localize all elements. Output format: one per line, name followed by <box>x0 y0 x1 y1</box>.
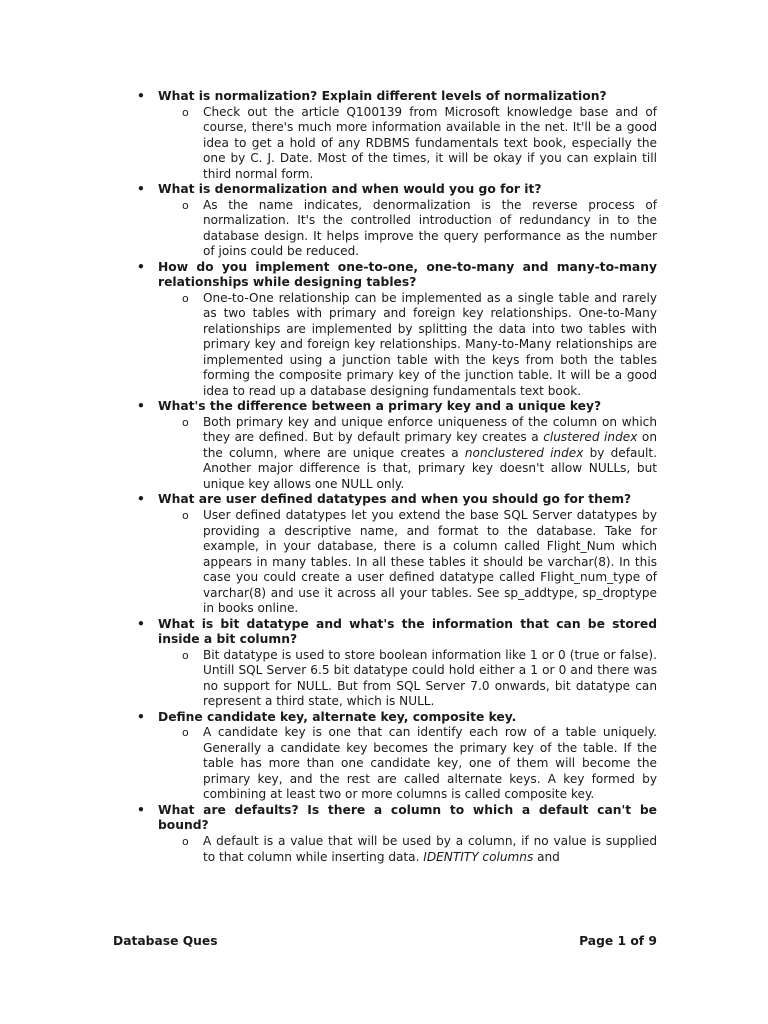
answer-emphasis: clustered index <box>543 430 638 445</box>
footer-title: Database Ques <box>113 934 218 948</box>
answer-text: One-to-One relationship can be implemented as a single table and rarely as two tables with primary and foreign key relationships. One-to-Many relationships are implemented by splitting the data into two tables with primary key and foreign key relationships. Many-to-Many relationships are implemented using a junction table with the keys from both the tables forming the composite primary key of the junction table. It will be a good idea to read up a database designing fundamentals text book. <box>203 290 657 398</box>
answer-5: o User defined datatypes let you extend the base SQL Server datatypes by providing a descriptive name, and format to the database. Take for example, in your database, there is a column called Flight_Num which appears in many tables. In all these tables it should be varchar(8). In this case you could create a user defined datatype called Flight_num_type of varchar(8) and use it across all your tables. See sp_addtype, sp_droptype in books online. <box>182 508 657 616</box>
answer-text: As the name indicates, denormalization is the reverse process of normalization. It's the controlled introduction of redundancy in to the database design. It helps improve the query performance as the number of joins could be reduced. <box>203 197 657 259</box>
question-text: What's the difference between a primary key and a unique key? <box>158 399 602 414</box>
question-text: What is normalization? Explain different levels of normalization? <box>158 89 607 103</box>
question-5: • What are user defined datatypes and when you should go for them? <box>137 492 632 507</box>
question-text: What are defaults? Is there a column to which a default can't be bound? <box>158 802 657 833</box>
question-7: • Define candidate key, alternate key, composite key. <box>137 709 517 724</box>
answer-text: User defined datatypes let you extend the base SQL Server datatypes by providing a descriptive name, and format to the database. Take for example, in your database, there is a column called Flight_Num which appears in many tables. In all these tables it should be varchar(8). In this case you could create a user defined datatype called Flight_num_type of varchar(8) and use it across all your tables. See sp_addtype, sp_droptype in books online. <box>203 508 657 616</box>
question-2: • What is denormalization and when would you go for it? <box>137 182 542 197</box>
answer-7: o A candidate key is one that can identify each row of a table uniquely. Generally a candidate key becomes the primary key of the table. If the table has more than one candidate key, one of them will become the primary key, and the rest are called alternate keys. A key formed by combining at least two or more columns is called composite key. <box>182 725 657 802</box>
answer-text: A default is a value that will be used by a column, if no value is supplied to that column while inserting data. <box>203 834 657 864</box>
question-text: How do you implement one-to-one, one-to-many and many-to-many relationships while designing tables? <box>158 259 657 290</box>
question-3: • How do you implement one-to-one, one-to-many and many-to-many relationships while designing tables? <box>137 259 657 290</box>
answer-3: o One-to-One relationship can be implemented as a single table and rarely as two tables with primary and foreign key relationships. One-to-Many relationships are implemented by splitting the data into two tables with primary key and foreign key relationships. Many-to-Many relationships are implemented using a junction table with the keys from both the tables forming the composite primary key of the junction table. It will be a good idea to read up a database designing fundamentals text book. <box>182 290 657 398</box>
answer-6: o Bit datatype is used to store boolean information like 1 or 0 (true or false). Untill SQL Server 6.5 bit datatype could hold either a 1 or 0 and there was no support for NULL. But from SQL Server 7.0 onwards, bit datatype can represent a third state, which is NULL. <box>182 647 657 709</box>
question-6: • What is bit datatype and what's the information that can be stored inside a bit column? <box>137 616 657 647</box>
question-text: What is denormalization and when would you go for it? <box>158 182 542 197</box>
answer-text: and <box>533 849 560 864</box>
question-4: • What's the difference between a primary key and a unique key? <box>137 399 602 414</box>
answer-text: on the column, where are unique creates a <box>203 430 657 460</box>
answer-4: o Both primary key and unique enforce uniqueness of the column on which they are defined. But by default primary key creates a clustered index on the column, where are unique creates a nonclustered index by default. Another major difference is that, primary key doesn't allow NULLs, but unique key allows one NULL only. <box>182 414 658 491</box>
answer-emphasis: nonclustered index <box>464 445 584 460</box>
answer-text: Bit datatype is used to store boolean information like 1 or 0 (true or false). Untill SQL Server 6.5 bit datatype could hold either a 1 or 0 and there was no support for NULL. But from SQL Server 7.0 onwards, bit datatype can represent a third state, which is NULL. <box>203 647 657 709</box>
answer-emphasis: IDENTITY columns <box>423 849 534 864</box>
question-8: • What are defaults? Is there a column to which a default can't be bound? <box>137 802 657 833</box>
question-text: What are user defined datatypes and when you should go for them? <box>158 492 632 507</box>
question-text: Define candidate key, alternate key, composite key. <box>158 709 517 724</box>
question-1: • What is normalization? Explain different levels of normalization? <box>137 89 607 103</box>
document-body <box>137 89 657 865</box>
answer-text: Both primary key and unique enforce uniqueness of the column on which they are defined. But by default primary key creates a <box>203 414 657 445</box>
question-text: What is bit datatype and what's the information that can be stored inside a bit column? <box>158 616 657 647</box>
answer-1: o Check out the article Q100139 from Microsoft knowledge base and of course, there's much more information available in the net. It'll be a good idea to get a hold of any RDBMS fundamentals text book, especially the one by C. J. Date. Most of the times, it will be okay if you can explain till third normal form. <box>182 104 657 181</box>
answer-text: by default. Another major difference is that, primary key doesn't allow NULLs, but unique key allows one NULL only. <box>203 445 658 491</box>
answer-2: o As the name indicates, denormalization is the reverse process of normalization. It's the controlled introduction of redundancy in to the database design. It helps improve the query performance as the number of joins could be reduced. <box>182 197 657 259</box>
page-number: Page 1 of 9 <box>579 934 657 948</box>
answer-text: A candidate key is one that can identify each row of a table uniquely. Generally a candidate key becomes the primary key of the table. If the table has more than one candidate key, one of them will become the primary key, and the rest are called alternate keys. A key formed by combining at least two or more columns is called composite key. <box>203 725 657 802</box>
answer-text: Check out the article Q100139 from Microsoft knowledge base and of course, there's much more information available in the net. It'll be a good idea to get a hold of any RDBMS fundamentals text book, especially the one by C. J. Date. Most of the times, it will be okay if you can explain till third normal form. <box>203 104 657 181</box>
answer-8: o A default is a value that will be used by a column, if no value is supplied to that column while inserting data. IDENTITY columns and <box>182 834 657 864</box>
